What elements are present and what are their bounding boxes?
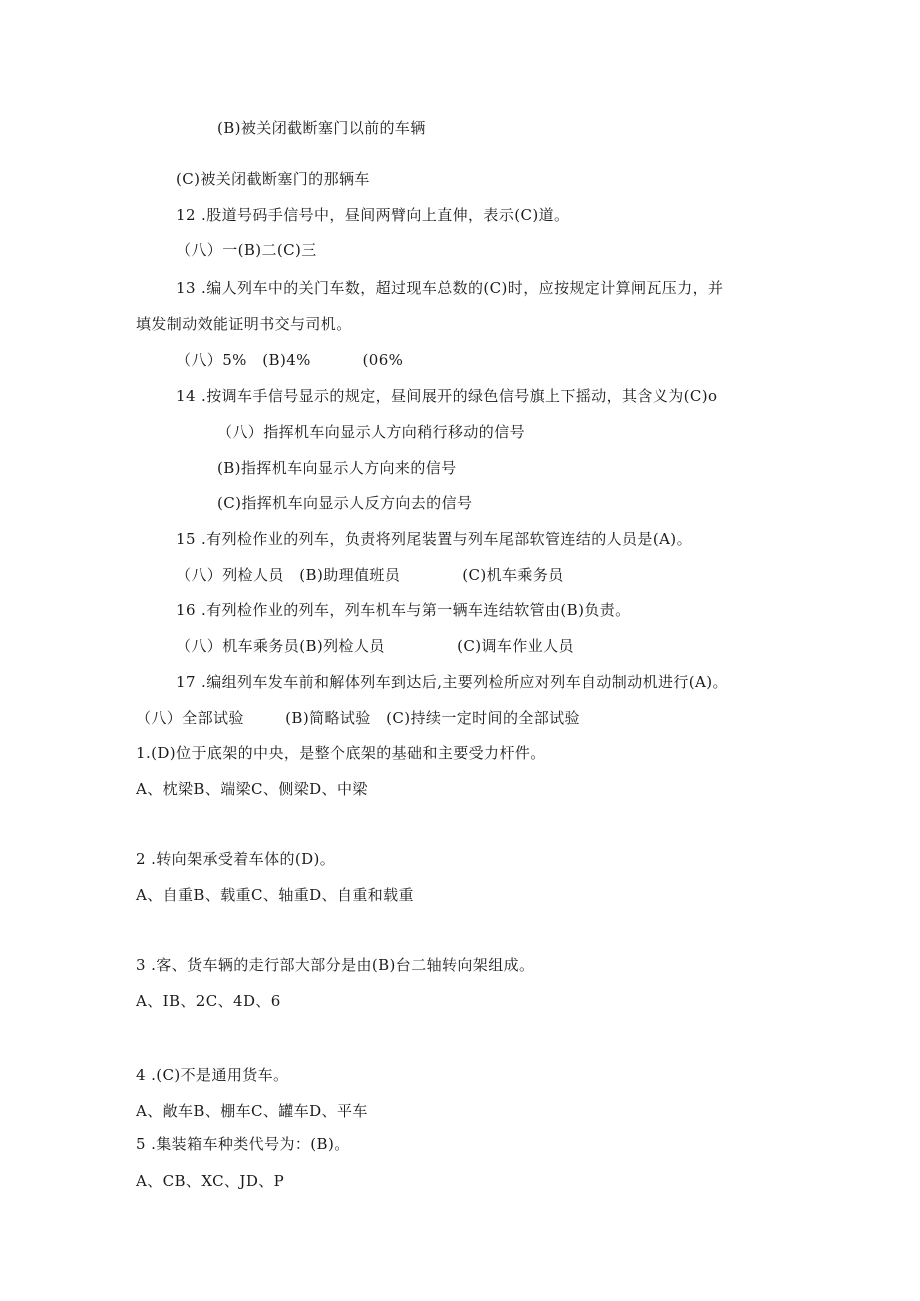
- section2-question-2-options: A、自重B、载重C、轴重D、自重和载重: [136, 886, 414, 904]
- option-b-line: (B)被关闭截断塞门以前的车辆: [217, 119, 426, 137]
- question-14: 14 .按调车手信号显示的规定，昼间展开的绿色信号旗上下摇动，其含义为(C)o: [176, 387, 718, 405]
- section2-question-5-options: A、CB、XC、JD、P: [136, 1172, 285, 1190]
- question-14-option-c: (C)指挥机车向显示人反方向去的信号: [217, 494, 473, 512]
- section2-question-2: 2 .转向架承受着车体的(D)。: [136, 850, 336, 868]
- question-16: 16 .有列检作业的列车，列车机车与第一辆车连结软管由(B)负责。: [176, 601, 631, 619]
- section2-question-4: 4 .(C)不是通用货车。: [136, 1066, 289, 1084]
- question-13-continued: 填发制动效能证明书交与司机。: [136, 315, 352, 333]
- section2-question-3: 3 .客、货车辆的走行部大部分是由(B)台二轴转向架组成。: [136, 956, 535, 974]
- question-15-options: （八）列检人员 (B)助理值班员 (C)机车乘务员: [176, 566, 564, 584]
- section2-question-5: 5 .集装箱车种类代号为：(B)。: [136, 1135, 350, 1153]
- question-12-options: （八）一(B)二(C)三: [176, 241, 317, 259]
- question-15: 15 .有列检作业的列车，负责将列尾装置与列车尾部软管连结的人员是(A)。: [176, 530, 692, 548]
- section2-question-3-options: A、IB、2C、4D、6: [136, 992, 281, 1010]
- question-13: 13 .编人列车中的关门车数，超过现车总数的(C)时，应按规定计算闸瓦压力，并: [176, 279, 724, 297]
- section2-question-1: 1.(D)位于底架的中央，是整个底架的基础和主要受力杆件。: [136, 744, 546, 762]
- question-16-options: （八）机车乘务员(B)列检人员 (C)调车作业人员: [176, 637, 574, 655]
- question-12: 12 .股道号码手信号中，昼间两臂向上直伸，表示(C)道。: [176, 206, 570, 224]
- section2-question-1-options: A、枕梁B、端梁C、侧梁D、中梁: [136, 780, 368, 798]
- question-17-options: （八）全部试验 (B)简略试验 (C)持续一定时间的全部试验: [136, 709, 580, 727]
- question-14-option-a: （八）指挥机车向显示人方向稍行移动的信号: [217, 423, 526, 441]
- question-14-option-b: (B)指挥机车向显示人方向来的信号: [217, 459, 457, 477]
- question-17: 17 .编组列车发车前和解体列车到达后,主要列检所应对列车自动制动机进行(A)。: [176, 673, 728, 691]
- question-13-options: （八）5% (B)4% (06%: [176, 351, 404, 369]
- section2-question-4-options: A、敞车B、棚车C、罐车D、平车: [136, 1102, 368, 1120]
- option-c-line: (C)被关闭截断塞门的那辆车: [176, 170, 370, 188]
